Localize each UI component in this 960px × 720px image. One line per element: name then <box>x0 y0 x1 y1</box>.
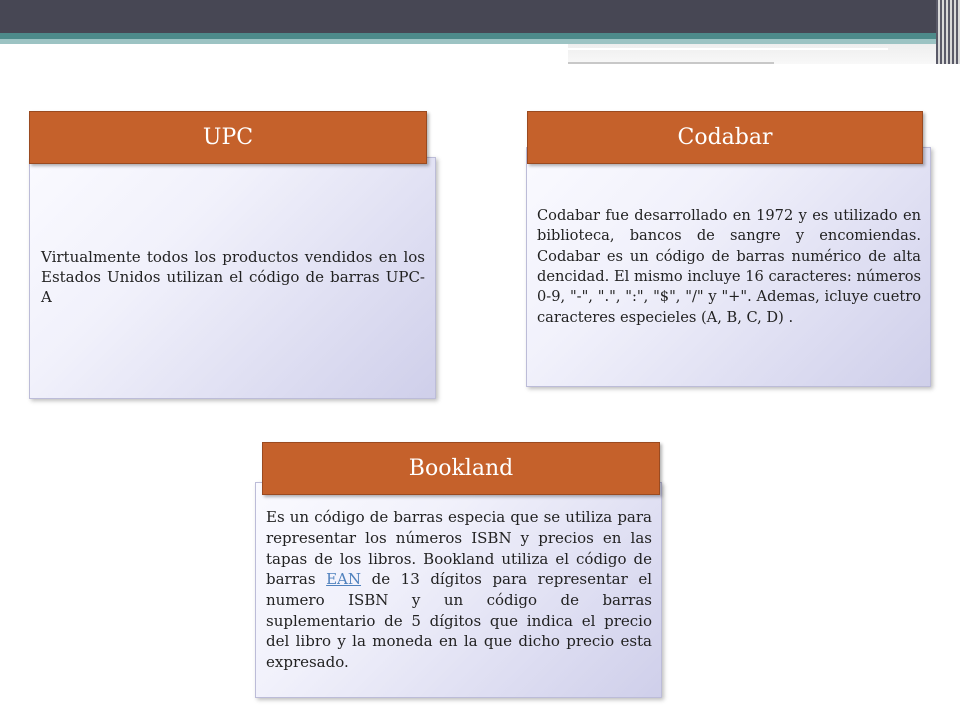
bookland-card-body <box>255 482 662 698</box>
bookland-card-header <box>262 442 660 495</box>
codabar-description: Codabar fue desarrollado en 1972 y es utilizado en biblioteca, bancos de sangre y encomiendas. Codabar es un código de barras numérico de alta dencidad. El mismo incluye 16 caracteres: números 0-9, "-", ".", ":", "$", "/" y "+". Ademas, icluye cuetro caracteres especieles (A, B, C, D) . <box>537 206 921 326</box>
theme-edge-stripes <box>936 0 960 64</box>
bookland-description <box>266 507 652 673</box>
bookland-text-part: Es un código de barras especia que se utiliza para representar los números ISBN y precios en las tapas de los libros. Bookland utiliza el código de barras <box>266 508 652 589</box>
upc-card-header <box>29 111 427 164</box>
theme-band-line <box>568 62 774 64</box>
codabar-title: Codabar <box>677 125 773 150</box>
ean-link[interactable]: EAN <box>326 570 362 589</box>
theme-band-line <box>568 48 888 50</box>
codabar-card-body <box>526 147 931 387</box>
codabar-card-header <box>527 111 923 164</box>
slide-top-bar <box>0 0 960 33</box>
upc-card-body <box>29 157 436 399</box>
bookland-title: Bookland <box>408 456 514 481</box>
upc-description: Virtualmente todos los productos vendidos en los Estados Unidos utilizan el código de barras UPC-A <box>41 248 425 306</box>
theme-band-grey <box>568 44 940 64</box>
bookland-text-part: de 13 dígitos para representar el numero ISBN y un código de barras suplementario de 5 dígitos que indica el precio del libro y la moneda en la que dicho precio esta expresado. <box>266 570 653 672</box>
upc-title: UPC <box>202 125 254 150</box>
